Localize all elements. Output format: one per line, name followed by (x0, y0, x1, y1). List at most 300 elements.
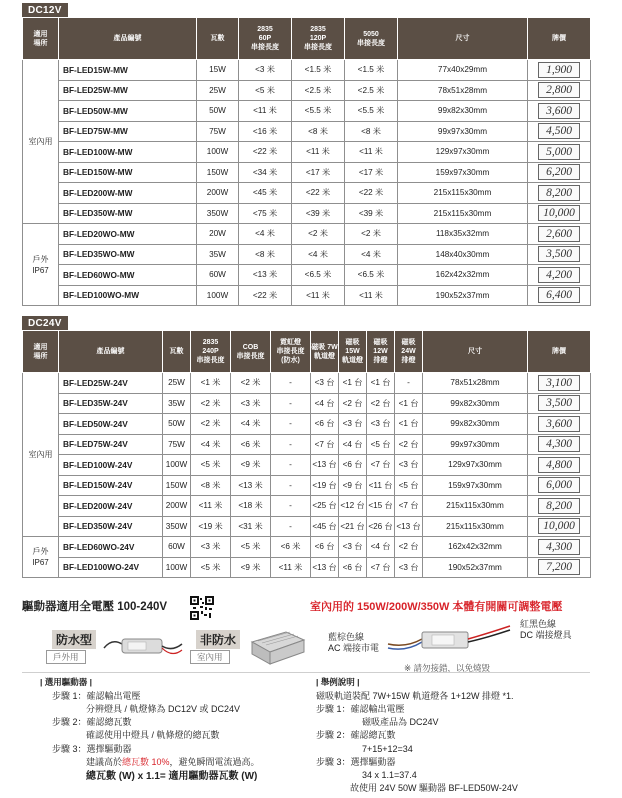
right-step-2-detail: 7+15+12=34 (362, 744, 413, 754)
wattage-formula: 總瓦數 (W) x 1.1= 適用驅動器瓦數 (W) (86, 771, 258, 782)
header-5050: 5050 串接長度 (345, 18, 398, 60)
table-row (23, 224, 591, 245)
model-cell: BF-LED350W-MW (59, 203, 197, 224)
wattage-cell: 15W (197, 60, 239, 81)
price-box: 3,500 (538, 246, 580, 262)
right-step-3-detail: 34 x 1.1=37.4 (362, 770, 417, 780)
size-cell: 78x51x28mm (423, 373, 528, 394)
header-magnetic-7w: 磁吸 7W 軌道燈 (311, 331, 339, 373)
model-cell: BF-LED100WO-MW (59, 285, 197, 306)
table-row (23, 142, 591, 163)
table-row (23, 414, 591, 435)
length-2835-120p-cell: <5.5 米 (292, 101, 345, 122)
left-step-2-label: 步驟 2：確認總瓦數 (52, 717, 132, 727)
left-step-3-detail-post: ，避免瞬間電流過高。 (169, 757, 260, 767)
header-model: 產品編號 (59, 18, 197, 60)
wattage-cell: 35W (197, 244, 239, 265)
location-cell: 室內用 (23, 60, 59, 224)
length-cob-cell: <13 米 (231, 475, 271, 496)
price-box: 4,300 (538, 539, 580, 555)
length-2835-120p-cell: <2 米 (292, 224, 345, 245)
length-2835-60p-cell: <22 米 (239, 142, 292, 163)
magnetic-24w-cell: - (395, 373, 423, 394)
length-cob-cell: <4 米 (231, 414, 271, 435)
length-5050-cell: <6.5 米 (345, 265, 398, 286)
length-5050-cell: <1.5 米 (345, 60, 398, 81)
price-box: 6,200 (538, 164, 580, 180)
magnetic-7w-cell: <6 台 (311, 414, 339, 435)
length-2835-60p-cell: <8 米 (239, 244, 292, 265)
magnetic-7w-cell: <13 台 (311, 557, 339, 578)
size-cell: 148x40x30mm (398, 244, 528, 265)
wattage-cell: 35W (163, 393, 191, 414)
price-box: 3,600 (538, 416, 580, 432)
length-2835-120p-cell: <39 米 (292, 203, 345, 224)
model-cell: BF-LED200W-MW (59, 183, 197, 204)
length-2835-240p-cell: <1 米 (191, 373, 231, 394)
magnetic-12w-cell: <26 台 (367, 516, 395, 537)
header-size: 尺寸 (398, 18, 528, 60)
table-row (23, 516, 591, 537)
wattage-cell: 150W (197, 162, 239, 183)
wattage-cell: 50W (197, 101, 239, 122)
table-row (23, 183, 591, 204)
model-cell: BF-LED350W-24V (59, 516, 163, 537)
header-neon: 霓虹燈 串接長度 (防水) (271, 331, 311, 373)
price-cell (528, 60, 591, 81)
price-box: 3,100 (538, 375, 580, 391)
header-price: 牌價 (528, 331, 591, 373)
magnetic-7w-cell: <19 台 (311, 475, 339, 496)
header-location: 適用 場所 (23, 331, 59, 373)
table-row (23, 60, 591, 81)
length-2835-120p-cell: <11 米 (292, 285, 345, 306)
model-cell: BF-LED35WO-MW (59, 244, 197, 265)
wire-brown-desc: AC 端接市電 (328, 643, 380, 653)
header-wattage: 瓦數 (163, 331, 191, 373)
price-cell (528, 142, 591, 163)
magnetic-24w-cell: <1 台 (395, 414, 423, 435)
price-box: 3,600 (538, 103, 580, 119)
price-box: 4,200 (538, 267, 580, 283)
price-cell (528, 121, 591, 142)
table-row (23, 101, 591, 122)
length-2835-60p-cell: <4 米 (239, 224, 292, 245)
header-magnetic-24w: 磁吸 24W 排燈 (395, 331, 423, 373)
length-5050-cell: <2 米 (345, 224, 398, 245)
wire-warning-note: ※ 請勿接錯，以免燒毀 (404, 663, 490, 673)
waterproof-driver-image (102, 628, 184, 666)
header-size: 尺寸 (423, 331, 528, 373)
wattage-cell: 200W (163, 496, 191, 517)
wattage-cell: 150W (163, 475, 191, 496)
left-step-3-detail-highlight: 總瓦數 10% (122, 757, 170, 767)
magnetic-12w-cell: <15 台 (367, 496, 395, 517)
length-5050-cell: <39 米 (345, 203, 398, 224)
magnetic-24w-cell: <7 台 (395, 496, 423, 517)
select-driver-title: | 選用驅動器 | (40, 677, 92, 687)
price-box: 4,800 (538, 457, 580, 473)
wattage-cell: 100W (197, 285, 239, 306)
model-cell: BF-LED75W-24V (59, 434, 163, 455)
size-cell: 190x52x37mm (398, 285, 528, 306)
left-step-1-label: 步驟 1：確認輸出電壓 (52, 691, 141, 701)
length-5050-cell: <11 米 (345, 142, 398, 163)
waterproof-label: 防水型 (52, 630, 96, 649)
voltage-note: 驅動器適用全電壓 100-240V (22, 601, 168, 613)
right-step-3-detail-2: 故使用 24V 50W 驅動器 BF-LED50W-24V (350, 783, 518, 793)
price-box: 2,600 (538, 226, 580, 242)
magnetic-12w-cell: <7 台 (367, 455, 395, 476)
length-2835-120p-cell: <22 米 (292, 183, 345, 204)
magnetic-24w-cell: <13 台 (395, 516, 423, 537)
price-cell (528, 373, 591, 394)
length-2835-120p-cell: <8 米 (292, 121, 345, 142)
price-box: 3,500 (538, 395, 580, 411)
price-cell (528, 475, 591, 496)
magnetic-12w-cell: <2 台 (367, 393, 395, 414)
price-cell (528, 557, 591, 578)
table-row (23, 537, 591, 558)
length-cob-cell: <18 米 (231, 496, 271, 517)
magnetic-12w-cell: <11 台 (367, 475, 395, 496)
right-step-1-detail: 磁吸產品為 DC24V (362, 717, 439, 727)
length-2835-240p-cell: <5 米 (191, 455, 231, 476)
length-2835-60p-cell: <5 米 (239, 80, 292, 101)
length-5050-cell: <11 米 (345, 285, 398, 306)
price-box: 8,200 (538, 498, 580, 514)
length-neon-cell: - (271, 393, 311, 414)
price-cell (528, 162, 591, 183)
model-cell: BF-LED15W-MW (59, 60, 197, 81)
dc12v-section-tag: DC12V (22, 3, 68, 17)
header-2835-60p: 2835 60P 串接長度 (239, 18, 292, 60)
header-location: 適用 場所 (23, 18, 59, 60)
length-neon-cell: <6 米 (271, 537, 311, 558)
magnetic-15w-cell: <21 台 (339, 516, 367, 537)
size-cell: 99x97x30mm (423, 434, 528, 455)
magnetic-24w-cell: <5 台 (395, 475, 423, 496)
size-cell: 99x82x30mm (423, 393, 528, 414)
price-cell (528, 516, 591, 537)
price-box: 5,000 (538, 144, 580, 160)
model-cell: BF-LED25W-MW (59, 80, 197, 101)
length-5050-cell: <22 米 (345, 183, 398, 204)
magnetic-15w-cell: <9 台 (339, 475, 367, 496)
magnetic-15w-cell: <3 台 (339, 414, 367, 435)
length-neon-cell: - (271, 496, 311, 517)
model-cell: BF-LED60WO-24V (59, 537, 163, 558)
length-neon-cell: - (271, 373, 311, 394)
wattage-cell: 350W (163, 516, 191, 537)
wattage-cell: 20W (197, 224, 239, 245)
size-cell: 77x40x29mm (398, 60, 528, 81)
length-neon-cell: - (271, 516, 311, 537)
table-row (23, 434, 591, 455)
price-cell (528, 183, 591, 204)
table-row (23, 285, 591, 306)
size-cell: 99x82x30mm (398, 101, 528, 122)
magnetic-7w-cell: <13 台 (311, 455, 339, 476)
length-2835-60p-cell: <11 米 (239, 101, 292, 122)
magnetic-15w-cell: <2 台 (339, 393, 367, 414)
price-box: 2,800 (538, 82, 580, 98)
table-row (23, 496, 591, 517)
header-magnetic-12w: 磁吸 12W 排燈 (367, 331, 395, 373)
table-row (23, 393, 591, 414)
right-step-1-label: 步驟 1：確認輸出電壓 (316, 704, 405, 714)
length-2835-240p-cell: <2 米 (191, 393, 231, 414)
price-cell (528, 285, 591, 306)
magnetic-7w-cell: <3 台 (311, 373, 339, 394)
size-cell: 162x42x32mm (423, 537, 528, 558)
non-waterproof-sub-label: 室內用 (190, 650, 230, 664)
length-2835-60p-cell: <3 米 (239, 60, 292, 81)
example-intro: 磁吸軌道裝配 7W+15W 軌道燈各 1+12W 排燈 *1. (316, 691, 514, 701)
model-cell: BF-LED200W-24V (59, 496, 163, 517)
length-2835-240p-cell: <5 米 (191, 557, 231, 578)
model-cell: BF-LED60WO-MW (59, 265, 197, 286)
length-cob-cell: <9 米 (231, 557, 271, 578)
length-2835-240p-cell: <19 米 (191, 516, 231, 537)
wattage-cell: 350W (197, 203, 239, 224)
length-5050-cell: <5.5 米 (345, 101, 398, 122)
magnetic-24w-cell: <2 台 (395, 537, 423, 558)
length-2835-240p-cell: <2 米 (191, 414, 231, 435)
model-cell: BF-LED100W-MW (59, 142, 197, 163)
magnetic-7w-cell: <4 台 (311, 393, 339, 414)
length-2835-60p-cell: <45 米 (239, 183, 292, 204)
model-cell: BF-LED35W-24V (59, 393, 163, 414)
price-box: 6,400 (538, 287, 580, 303)
length-2835-60p-cell: <22 米 (239, 285, 292, 306)
size-cell: 118x35x32mm (398, 224, 528, 245)
length-cob-cell: <5 米 (231, 537, 271, 558)
magnetic-24w-cell: <3 台 (395, 557, 423, 578)
model-cell: BF-LED75W-MW (59, 121, 197, 142)
length-neon-cell: - (271, 434, 311, 455)
left-step-3-detail (86, 756, 260, 769)
right-step-3-label: 步驟 3：選擇驅動器 (316, 757, 396, 767)
magnetic-24w-cell: <3 台 (395, 455, 423, 476)
magnetic-7w-cell: <25 台 (311, 496, 339, 517)
length-2835-60p-cell: <34 米 (239, 162, 292, 183)
magnetic-7w-cell: <7 台 (311, 434, 339, 455)
length-2835-240p-cell: <3 米 (191, 537, 231, 558)
magnetic-24w-cell: <1 台 (395, 393, 423, 414)
dc24v-price-table (22, 330, 591, 578)
length-2835-240p-cell: <4 米 (191, 434, 231, 455)
wattage-cell: 75W (163, 434, 191, 455)
model-cell: BF-LED20WO-MW (59, 224, 197, 245)
header-wattage: 瓦數 (197, 18, 239, 60)
wattage-cell: 60W (197, 265, 239, 286)
size-cell: 99x97x30mm (398, 121, 528, 142)
model-cell: BF-LED100WO-24V (59, 557, 163, 578)
size-cell: 162x42x32mm (398, 265, 528, 286)
magnetic-15w-cell: <1 台 (339, 373, 367, 394)
model-cell: BF-LED50W-24V (59, 414, 163, 435)
price-box: 10,000 (538, 518, 580, 534)
length-2835-120p-cell: <1.5 米 (292, 60, 345, 81)
non-waterproof-driver-image (246, 624, 308, 668)
length-2835-120p-cell: <6.5 米 (292, 265, 345, 286)
price-box: 8,200 (538, 185, 580, 201)
price-cell (528, 414, 591, 435)
table-row (23, 475, 591, 496)
table-row (23, 203, 591, 224)
table-row (23, 121, 591, 142)
magnetic-12w-cell: <5 台 (367, 434, 395, 455)
length-5050-cell: <2.5 米 (345, 80, 398, 101)
table-row (23, 80, 591, 101)
price-cell (528, 244, 591, 265)
size-cell: 129x97x30mm (398, 142, 528, 163)
magnetic-15w-cell: <6 台 (339, 557, 367, 578)
size-cell: 215x115x30mm (398, 183, 528, 204)
length-5050-cell: <8 米 (345, 121, 398, 142)
length-2835-240p-cell: <11 米 (191, 496, 231, 517)
wattage-cell: 100W (163, 557, 191, 578)
price-cell (528, 496, 591, 517)
magnetic-15w-cell: <6 台 (339, 455, 367, 476)
price-cell (528, 224, 591, 245)
wattage-cell: 25W (197, 80, 239, 101)
length-cob-cell: <31 米 (231, 516, 271, 537)
header-model: 產品編號 (59, 331, 163, 373)
dc24v-section-tag: DC24V (22, 316, 68, 330)
model-cell: BF-LED25W-24V (59, 373, 163, 394)
non-waterproof-label: 非防水 (196, 630, 240, 649)
size-cell: 215x115x30mm (423, 516, 528, 537)
location-cell: 室內用 (23, 373, 59, 537)
wattage-cell: 75W (197, 121, 239, 142)
table-row (23, 373, 591, 394)
left-step-3-detail-pre: 建議高於 (86, 757, 123, 767)
length-neon-cell: - (271, 455, 311, 476)
length-neon-cell: - (271, 475, 311, 496)
length-neon-cell: - (271, 414, 311, 435)
wattage-cell: 100W (163, 455, 191, 476)
size-cell: 190x52x37mm (423, 557, 528, 578)
magnetic-15w-cell: <3 台 (339, 537, 367, 558)
magnetic-24w-cell: <2 台 (395, 434, 423, 455)
length-2835-60p-cell: <16 米 (239, 121, 292, 142)
price-box: 4,500 (538, 123, 580, 139)
example-title: | 舉例說明 | (316, 677, 360, 687)
table-row (23, 244, 591, 265)
size-cell: 99x82x30mm (423, 414, 528, 435)
model-cell: BF-LED150W-24V (59, 475, 163, 496)
size-cell: 129x97x30mm (423, 455, 528, 476)
length-cob-cell: <6 米 (231, 434, 271, 455)
price-cell (528, 203, 591, 224)
right-step-2-label: 步驟 2：確認總瓦數 (316, 730, 396, 740)
price-box: 1,900 (538, 62, 580, 78)
table-row (23, 162, 591, 183)
magnetic-15w-cell: <4 台 (339, 434, 367, 455)
price-box: 10,000 (538, 205, 580, 221)
header-2835-240p: 2835 240P 串接長度 (191, 331, 231, 373)
price-box: 4,300 (538, 436, 580, 452)
length-2835-120p-cell: <4 米 (292, 244, 345, 265)
length-2835-60p-cell: <13 米 (239, 265, 292, 286)
wattage-cell: 25W (163, 373, 191, 394)
magnetic-12w-cell: <1 台 (367, 373, 395, 394)
table-row (23, 557, 591, 578)
magnetic-15w-cell: <12 台 (339, 496, 367, 517)
model-cell: BF-LED150W-MW (59, 162, 197, 183)
size-cell: 159x97x30mm (423, 475, 528, 496)
header-price: 牌價 (528, 18, 591, 60)
indoor-switch-note: 室內用的 150W/200W/350W 本體有開關可調整電壓 (310, 601, 563, 613)
length-2835-60p-cell: <75 米 (239, 203, 292, 224)
length-cob-cell: <2 米 (231, 373, 271, 394)
price-cell (528, 393, 591, 414)
header-magnetic-15w: 磁吸 15W 軌道燈 (339, 331, 367, 373)
left-step-2-detail: 確認使用中燈具 / 軌條燈的總瓦數 (86, 730, 220, 740)
magnetic-7w-cell: <45 台 (311, 516, 339, 537)
model-cell: BF-LED100W-24V (59, 455, 163, 476)
size-cell: 215x115x30mm (423, 496, 528, 517)
wire-driver-image (386, 622, 516, 658)
wattage-cell: 100W (197, 142, 239, 163)
location-cell: 戶外 IP67 (23, 224, 59, 306)
footer-divider (22, 672, 590, 673)
header-2835-120p: 2835 120P 串接長度 (292, 18, 345, 60)
magnetic-12w-cell: <4 台 (367, 537, 395, 558)
magnetic-7w-cell: <6 台 (311, 537, 339, 558)
left-step-1-detail: 分辨燈具 / 軌燈條為 DC12V 或 DC24V (86, 704, 241, 714)
waterproof-sub-label: 戶外用 (46, 650, 86, 664)
wire-red-label: 紅黑色線 (520, 619, 557, 629)
model-cell: BF-LED50W-MW (59, 101, 197, 122)
size-cell: 215x115x30mm (398, 203, 528, 224)
wattage-cell: 50W (163, 414, 191, 435)
price-cell (528, 434, 591, 455)
table-row (23, 265, 591, 286)
wattage-cell: 60W (163, 537, 191, 558)
wire-red-desc: DC 端接燈具 (520, 630, 572, 640)
length-cob-cell: <3 米 (231, 393, 271, 414)
wattage-cell: 200W (197, 183, 239, 204)
magnetic-12w-cell: <3 台 (367, 414, 395, 435)
length-2835-120p-cell: <2.5 米 (292, 80, 345, 101)
table-row (23, 455, 591, 476)
length-neon-cell: <11 米 (271, 557, 311, 578)
length-5050-cell: <17 米 (345, 162, 398, 183)
price-box: 6,000 (538, 477, 580, 493)
length-2835-240p-cell: <8 米 (191, 475, 231, 496)
location-cell: 戶外 IP67 (23, 537, 59, 578)
length-2835-120p-cell: <11 米 (292, 142, 345, 163)
length-cob-cell: <9 米 (231, 455, 271, 476)
price-cell (528, 101, 591, 122)
price-cell (528, 455, 591, 476)
price-cell (528, 537, 591, 558)
price-cell (528, 80, 591, 101)
price-box: 7,200 (538, 559, 580, 575)
length-5050-cell: <4 米 (345, 244, 398, 265)
wire-brown-label: 藍棕色線 (328, 632, 365, 642)
magnetic-12w-cell: <7 台 (367, 557, 395, 578)
price-cell (528, 265, 591, 286)
qr-code-icon (190, 596, 214, 620)
dc12v-price-table (22, 17, 591, 306)
size-cell: 78x51x28mm (398, 80, 528, 101)
size-cell: 159x97x30mm (398, 162, 528, 183)
left-step-3-label: 步驟 3：選擇驅動器 (52, 744, 132, 754)
